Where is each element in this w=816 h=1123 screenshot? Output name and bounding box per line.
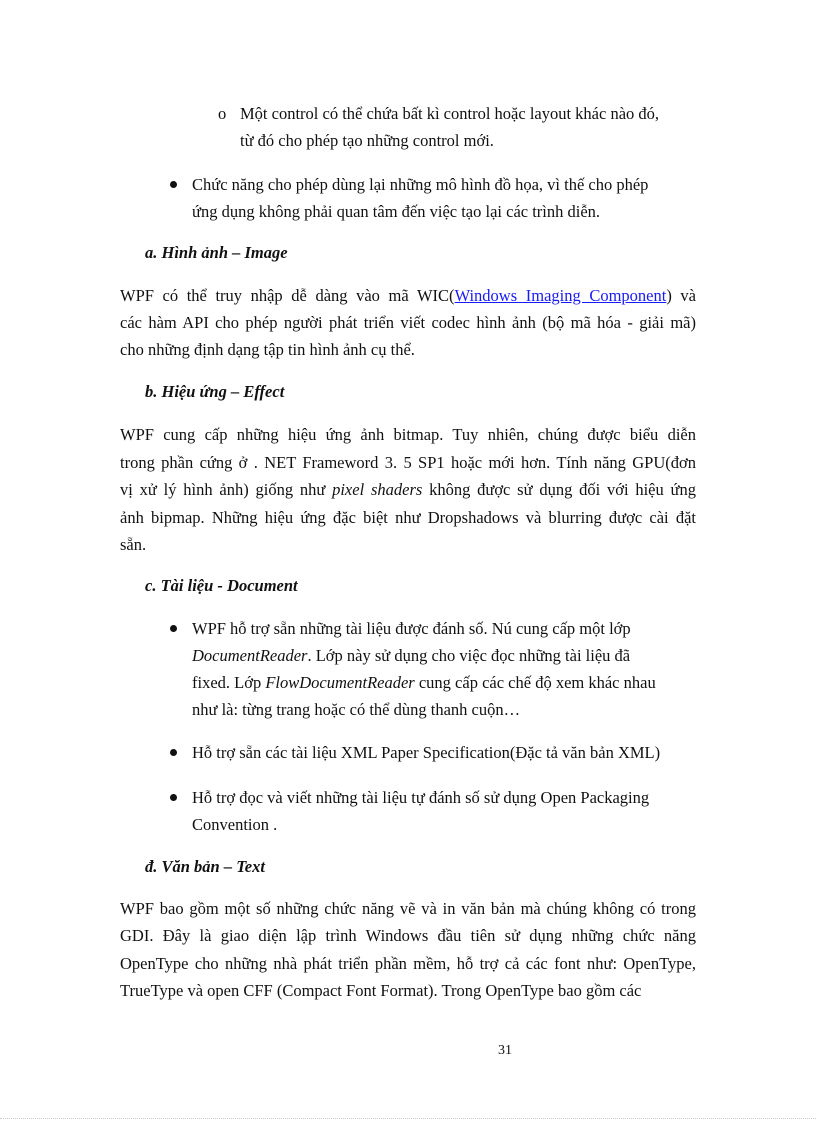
section-heading-text: đ. Văn bản – Text [145,857,265,876]
paragraph-text: ) và [666,286,696,305]
bullet-icon [170,749,177,756]
paragraph-line [120,286,696,306]
bullet-line: Hỗ trợ sẵn các tài liệu XML Paper Specification(Đặc tả văn bản XML) [192,743,661,762]
paragraph-line: TrueType và open CFF (Compact Font Format). Trong OpenType bao gồm các [120,981,642,1000]
bullet-line: Convention . [192,815,278,834]
paragraph-line: WPF bao gồm một số những chức năng vẽ và in văn bản mà chúng không có trong [120,899,696,918]
page-divider [0,1118,816,1119]
section-heading-document: c. Tài liệu - Document [145,576,298,595]
paragraph-line: WPF cung cấp những hiệu ứng ảnh bitmap. Tuy nhiên, chúng được biểu diễn [120,425,696,444]
paragraph-line: trong phần cứng ở . NET Frameword 3. 5 SP1 hoặc mới hơn. Tính năng GPU(đơn [120,453,696,472]
paragraph-line: sẵn. [120,535,147,554]
section-heading-effect: b. Hiệu ứng – Effect [145,382,285,401]
bullet-text: cung cấp các chế độ xem khác nhau [414,673,656,692]
bullet-line: ứng dụng không phải quan tâm đến việc tạo lại các trình diễn. [192,202,601,221]
bullet-icon [170,181,177,188]
emphasis-text: FlowDocumentReader [265,673,415,692]
bullet-icon [170,794,177,801]
wic-link[interactable]: Windows Imaging Component [454,286,667,305]
sub-bullet-line: từ đó cho phép tạo những control mới. [240,131,494,150]
bullet-line: Chức năng cho phép dùng lại những mô hình đồ họa, vì thế cho phép [192,175,649,194]
circle-bullet-icon: o [218,104,227,123]
paragraph-line: OpenType cho những nhà phát triển phần mềm, hỗ trợ cả các font như: OpenType, [120,954,696,973]
bullet-line [192,646,630,666]
paragraph-text: WPF có thể truy nhập dễ dàng vào mã WIC( [120,286,455,305]
bullet-line: như là: từng trang hoặc có thể dùng thanh cuộn… [192,700,521,719]
paragraph-line: cho những định dạng tập tin hình ảnh cụ thể. [120,340,415,359]
page-number: 31 [498,1043,512,1058]
section-heading-image: a. Hình ảnh – Image [145,243,288,262]
bullet-icon [170,625,177,632]
paragraph-line: ảnh bipmap. Những hiệu ứng đặc biệt như Dropshadows và blurring được cài đặt [120,508,696,527]
paragraph-line: các hàm API cho phép người phát triển viết codec hình ảnh (bộ mã hóa - giải mã) [120,313,696,332]
emphasis-text: DocumentReader [192,646,308,665]
paragraph-line [120,480,696,500]
paragraph-line: GDI. Đây là giao diện lập trình Windows đầu tiên sử dụng những chức năng [120,926,696,945]
bullet-text: . Lớp này sử dụng cho việc đọc những tài liệu đã [307,646,631,665]
sub-bullet-line: Một control có thể chứa bất kì control hoặc layout khác nào đó, [240,104,660,123]
bullet-line: Hỗ trợ đọc và viết những tài liệu tự đánh số sử dụng Open Packaging [192,788,650,807]
bullet-line: WPF hỗ trợ sẵn những tài liệu được đánh số. Nú cung cấp một lớp [192,619,631,638]
paragraph-text: vị xử lý hình ảnh) giống như [120,480,333,499]
paragraph-text: không được sử dụng đối với hiệu ứng [422,480,696,499]
bullet-text: fixed. Lớp [192,673,266,692]
emphasis-text: pixel shaders [332,480,423,499]
bullet-line [192,673,656,693]
